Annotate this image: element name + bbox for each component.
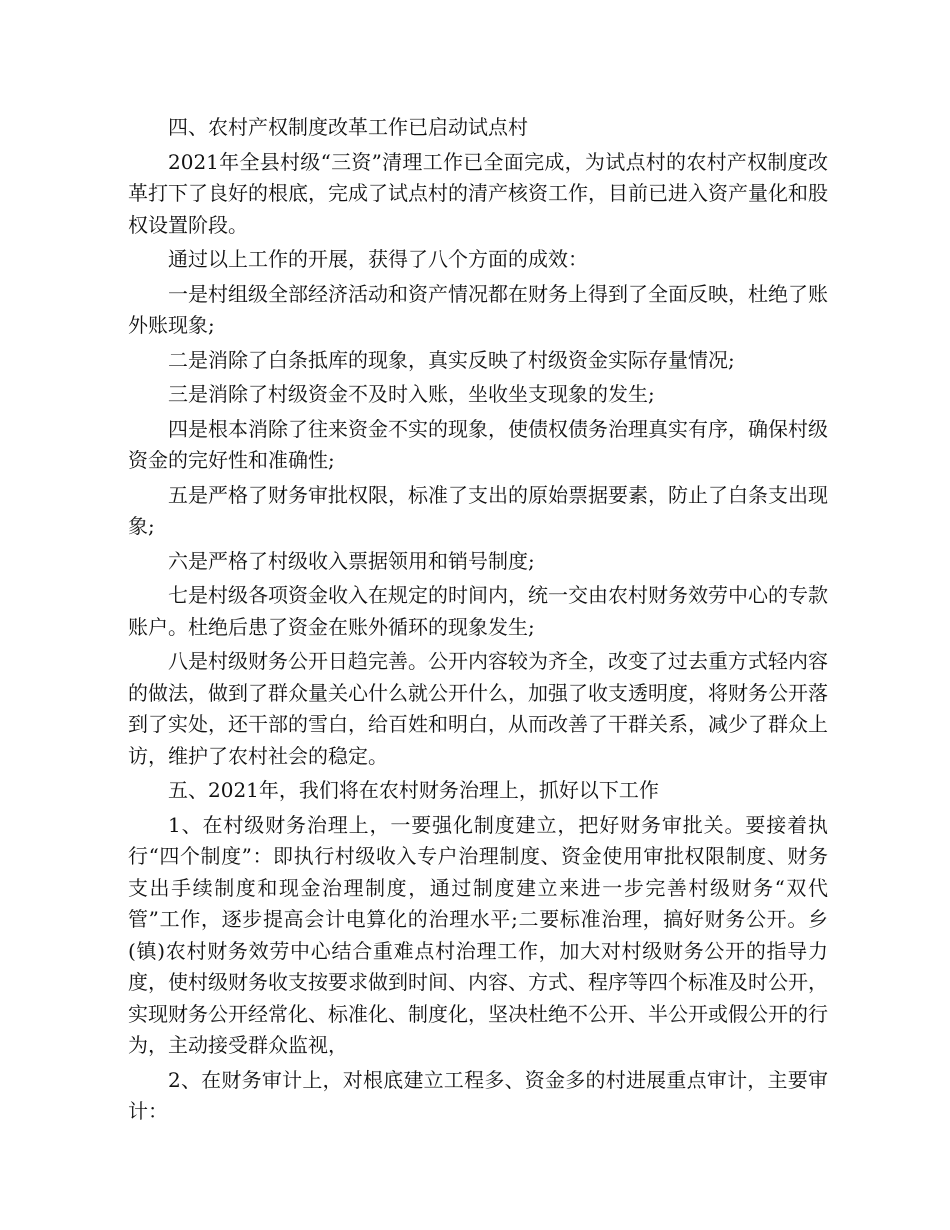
list-item-paragraph: 一是村组级全部经济活动和资产情况都在财务上得到了全面反映，杜绝了账外账现象; (128, 281, 828, 337)
list-item-paragraph: 三是消除了村级资金不及时入账，坐收坐支现象的发生; (168, 382, 655, 406)
body-paragraph: 1、在村级财务治理上，一要强化制度建立，把好财务审批关。要接着执行“四个制度”：即执行村级收入专户治理制度、资金使用审批权限制度、财务支出手续制度和现金治理制度，通过制度建立来进一步完善村级财务“双代管”工作，逐步提高会计电算化的治理水平;二要标准治理，搞好财务公开。乡(镇)农村财务效劳中心结合重难点村治理工作，加大对村级财务公开的指导力度，使村级财务收支按要求做到时间、内容、方式、程序等四个标准及时公开，实现财务公开经常化、标准化、制度化，坚决杜绝不公开、半公开或假公开的行为，主动接受群众监视， (128, 812, 828, 1057)
body-paragraph: 2、在财务审计上，对根底建立工程多、资金多的村进展重点审计，主要审计： (128, 1067, 828, 1123)
body-paragraph: 通过以上工作的开展，获得了八个方面的成效： (168, 247, 588, 271)
list-item-paragraph: 六是严格了村级收入票据领用和销号制度; (168, 548, 535, 573)
document-body (128, 112, 828, 1128)
list-item-paragraph: 五是严格了财务审批权限，标准了支出的原始票据要素，防止了白条支出现象; (128, 482, 828, 538)
section-heading-four: 四、农村产权制度改革工作已启动试点村 (168, 115, 528, 139)
section-heading-five: 五、2021年，我们将在农村财务治理上，抓好以下工作 (168, 778, 659, 802)
list-item-paragraph: 二是消除了白条抵库的现象，真实反映了村级资金实际存量情况; (168, 347, 735, 372)
list-item-paragraph: 四是根本消除了往来资金不实的现象，使债权债务治理真实有序，确保村级资金的完好性和准确性; (128, 416, 828, 472)
list-item-paragraph: 七是村级各项资金收入在规定的时间内，统一交由农村财务效劳中心的专款账户。杜绝后患了资金在账外循环的现象发生; (128, 583, 828, 639)
body-paragraph: 2021年全县村级“三资”清理工作已全面完成，为试点村的农村产权制度改革打下了良好的根底，完成了试点村的清产核资工作，目前已进入资产量化和股权设置阶段。 (128, 149, 828, 237)
list-item-paragraph: 八是村级财务公开日趋完善。公开内容较为齐全，改变了过去重方式轻内容的做法，做到了群众量关心什么就公开什么，加强了收支透明度，将财务公开落到了实处，还干部的雪白，给百姓和明白，从而改善了干群关系，减少了群众上访，维护了农村社会的稳定。 (128, 649, 828, 768)
